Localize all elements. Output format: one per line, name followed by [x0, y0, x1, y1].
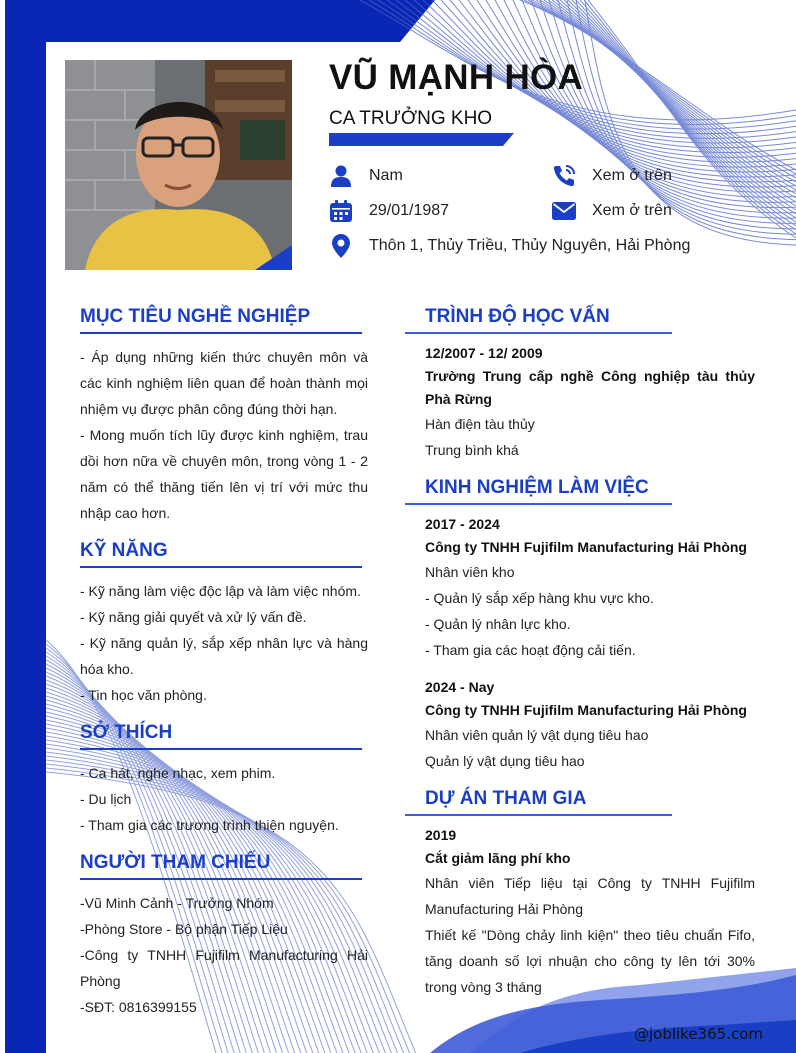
project-role: Nhân viên Tiếp liệu tại Công ty TNHH Fujifilm Manufacturing Hải Phòng	[425, 875, 755, 917]
address-text: Thôn 1, Thủy Triều, Thủy Nguyên, Hải Phòng	[369, 237, 691, 254]
skill-item: - Kỹ năng quản lý, sắp xếp nhân lực và hàng hóa kho.	[80, 635, 368, 677]
email-text: Xem ở trên	[592, 202, 672, 219]
right-column	[425, 302, 755, 1000]
phone-text: Xem ở trên	[592, 167, 672, 184]
reference-item: -Công ty TNHH Fujifilm Manufacturing Hải Phòng	[80, 947, 368, 989]
job-position: Nhân viên quản lý vật dụng tiêu hao	[425, 727, 649, 743]
skill-item: - Tin học văn phòng.	[80, 687, 207, 703]
job-detail: - Quản lý sắp xếp hàng khu vực kho.	[425, 590, 654, 606]
job-detail: Quản lý vật dụng tiêu hao	[425, 753, 585, 769]
contact-address	[329, 234, 690, 258]
references-heading: NGƯỜI THAM CHIẾU	[80, 848, 362, 880]
candidate-name: VŨ MẠNH HÒA	[329, 58, 584, 97]
project-year: 2019	[425, 827, 457, 843]
education-grade: Trung bình khá	[425, 442, 519, 458]
skills-heading: KỸ NĂNG	[80, 536, 362, 568]
phone-icon	[552, 164, 576, 188]
objective-paragraph: - Áp dụng những kiến thức chuyên môn và các kinh nghiệm liên quan để hoàn thành mọi nhiệm vụ được phân công đúng thời hạn.	[80, 349, 368, 417]
objective-paragraph: - Mong muốn tích lũy được kinh nghiệm, trau dồi hơn nữa về chuyên môn, trong vòng 1 - 2 năm có thể thăng tiến lên vị trí với mức thu nhập cao hơn.	[80, 427, 368, 521]
experience-heading: KINH NGHIỆM LÀM VIỆC	[405, 473, 672, 505]
project-description: Thiết kế "Dòng chảy linh kiện" theo tiêu chuẩn Fifo, tăng doanh số lợi nhuận cho công ty lên tới 30% trong vòng 3 tháng	[425, 927, 755, 995]
job-title: CA TRƯỞNG KHO	[329, 108, 493, 129]
education-period: 12/2007 - 12/ 2009	[425, 345, 543, 361]
contact-birthday	[329, 199, 449, 223]
reference-item: -Phòng Store - Bộ phận Tiếp Liệu	[80, 921, 288, 937]
hobby-item: - Ca hát, nghe nhạc, xem phim.	[80, 765, 276, 781]
gender-text: Nam	[369, 167, 403, 184]
person-icon	[329, 164, 353, 188]
contact-email	[552, 199, 672, 223]
job-detail: - Quản lý nhân lực kho.	[425, 616, 571, 632]
job-detail: - Tham gia các hoạt động cải tiến.	[425, 642, 636, 658]
job-period: 2024 - Nay	[425, 679, 495, 695]
reference-item: -Vũ Minh Cảnh - Trưởng Nhóm	[80, 895, 274, 911]
education-major: Hàn điện tàu thủy	[425, 416, 535, 432]
calendar-icon	[329, 199, 353, 223]
job-company: Công ty TNHH Fujifilm Manufacturing Hải Phòng	[425, 702, 747, 718]
hobbies-heading: SỞ THÍCH	[80, 718, 362, 750]
watermark: @joblike365.com	[633, 1025, 763, 1043]
skill-item: - Kỹ năng làm việc độc lập và làm việc nhóm.	[80, 583, 361, 599]
title-accent-bar	[329, 133, 514, 146]
location-pin-icon	[329, 234, 353, 258]
reference-item: -SĐT: 0816399155	[80, 999, 197, 1015]
education-school: Trường Trung cấp nghề Công nghiệp tàu thủy Phà Rừng	[425, 368, 755, 407]
profile-photo	[65, 60, 292, 270]
job-period: 2017 - 2024	[425, 516, 500, 532]
birthday-text: 29/01/1987	[369, 202, 450, 219]
objective-heading: MỤC TIÊU NGHỀ NGHIỆP	[80, 302, 362, 334]
skill-item: - Kỹ năng giải quyết và xử lý vấn đề.	[80, 609, 307, 625]
hobby-item: - Tham gia các trương trình thiện nguyện.	[80, 817, 339, 833]
hobby-item: - Du lịch	[80, 791, 132, 807]
contact-phone	[552, 164, 672, 188]
project-name: Cắt giảm lãng phí kho	[425, 850, 571, 866]
job-position: Nhân viên kho	[425, 564, 515, 580]
envelope-icon	[552, 199, 576, 223]
projects-heading: DỰ ÁN THAM GIA	[405, 784, 672, 816]
left-column	[80, 302, 368, 1020]
contact-gender	[329, 164, 403, 188]
job-company: Công ty TNHH Fujifilm Manufacturing Hải Phòng	[425, 539, 747, 555]
education-heading: TRÌNH ĐỘ HỌC VẤN	[405, 302, 672, 334]
